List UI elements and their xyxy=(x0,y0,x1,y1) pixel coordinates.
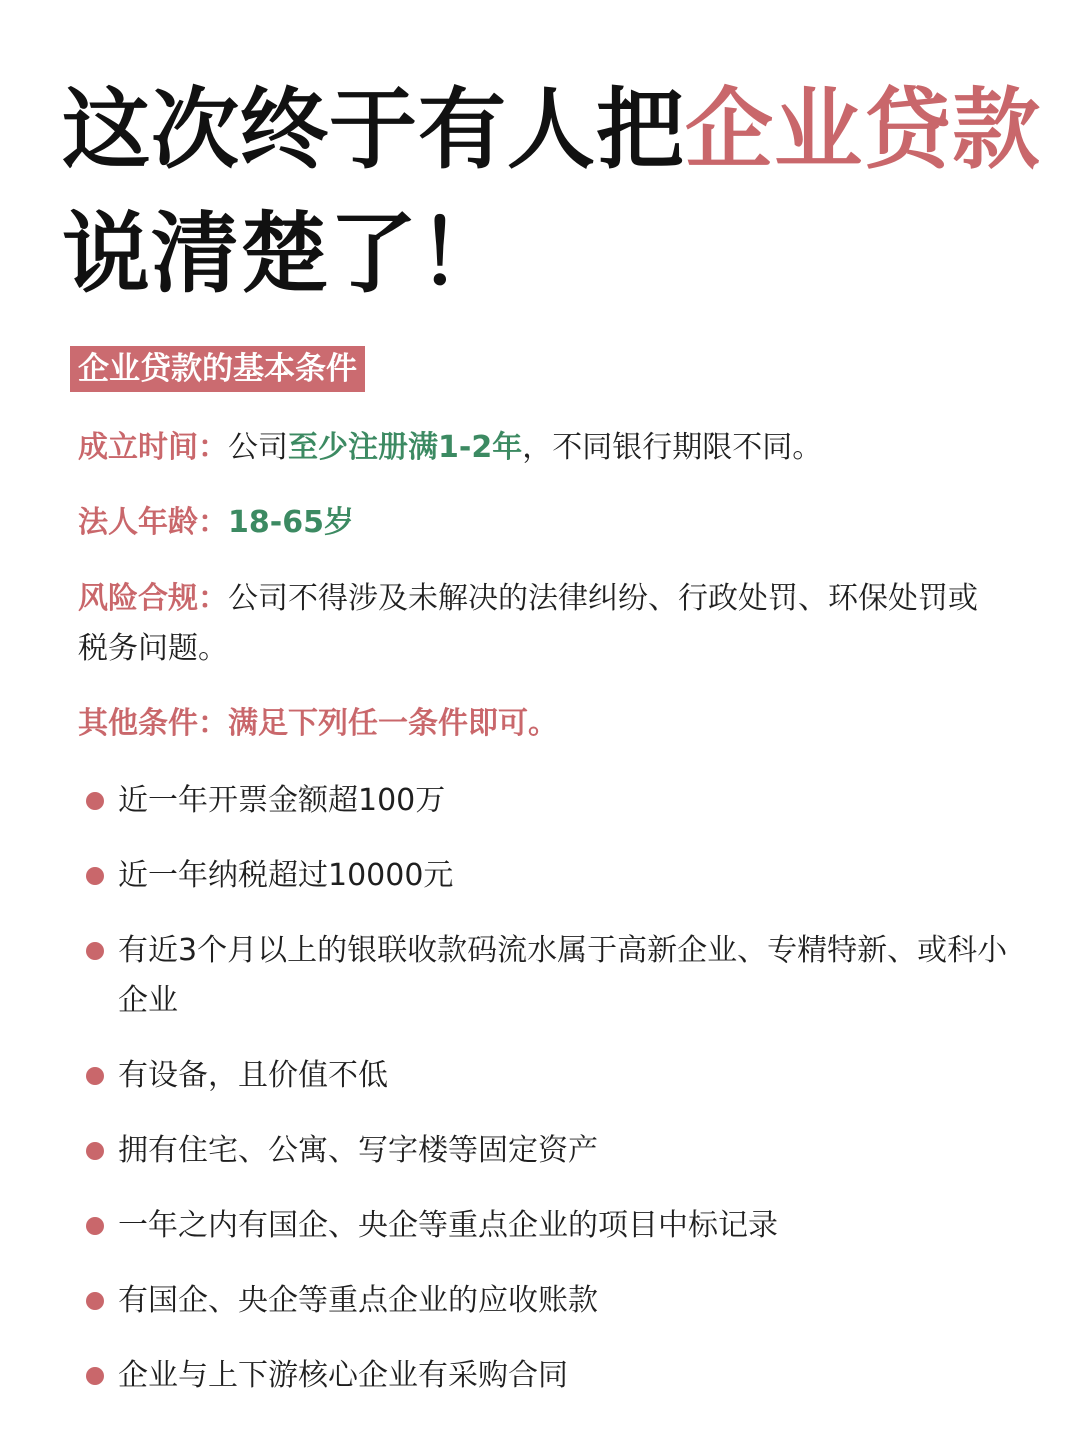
title-accent: 企业贷款 xyxy=(685,78,1042,181)
list-item xyxy=(80,1051,1010,1101)
bullet-dot-icon xyxy=(86,1292,104,1310)
list-item xyxy=(80,776,1010,826)
list-item xyxy=(80,1126,1010,1176)
founding-text2: ，不同银行期限不同。 xyxy=(522,430,823,465)
list-item xyxy=(80,851,1010,901)
condition-age xyxy=(78,498,998,548)
age-highlight: 18-65岁 xyxy=(228,505,354,540)
risk-label: 风险合规： xyxy=(78,581,228,616)
condition-risk xyxy=(78,574,998,674)
risk-text: 公司不得涉及未解决的法律纠纷、行政处罚、环保处罚或税务问题。 xyxy=(78,581,978,666)
bullet-dot-icon xyxy=(86,1067,104,1085)
section-tag: 企业贷款的基本条件 xyxy=(70,346,365,392)
list-item xyxy=(80,1276,1010,1326)
bullet-dot-icon xyxy=(86,942,104,960)
title-part1: 这次终于有人把 xyxy=(62,78,686,181)
list-item xyxy=(80,1201,1010,1251)
bullet-dot-icon xyxy=(86,792,104,810)
bullet-dot-icon xyxy=(86,1217,104,1235)
founding-highlight: 至少注册满1-2年 xyxy=(288,430,523,465)
list-item-text: 企业与上下游核心企业有采购合同 xyxy=(118,1358,568,1393)
list-item-text: 拥有住宅、公寓、写字楼等固定资产 xyxy=(118,1133,598,1168)
list-item-text: 一年之内有国企、央企等重点企业的项目中标记录 xyxy=(118,1208,778,1243)
bullet-dot-icon xyxy=(86,867,104,885)
founding-text1: 公司 xyxy=(228,430,288,465)
list-item xyxy=(80,1351,1010,1401)
condition-list xyxy=(80,776,1010,1426)
founding-label: 成立时间： xyxy=(78,430,228,465)
age-label: 法人年龄： xyxy=(78,505,228,540)
list-item-text: 有设备，且价值不低 xyxy=(118,1058,388,1093)
list-item-text: 近一年开票金额超100万 xyxy=(118,783,446,818)
condition-other xyxy=(78,699,998,749)
other-label: 其他条件： xyxy=(78,706,228,741)
page-title xyxy=(62,68,1042,316)
list-item xyxy=(80,926,1010,1026)
bullet-dot-icon xyxy=(86,1142,104,1160)
bullet-dot-icon xyxy=(86,1367,104,1385)
other-highlight: 满足下列任一条件即可。 xyxy=(228,706,558,741)
list-item-text: 有国企、央企等重点企业的应收账款 xyxy=(118,1283,598,1318)
list-item-text: 有近3个月以上的银联收款码流水属于高新企业、专精特新、或科小企业 xyxy=(118,933,1008,1018)
list-item-text: 近一年纳税超过10000元 xyxy=(118,858,454,893)
condition-founding xyxy=(78,423,998,473)
title-part3: 说清楚了！ xyxy=(62,202,508,305)
